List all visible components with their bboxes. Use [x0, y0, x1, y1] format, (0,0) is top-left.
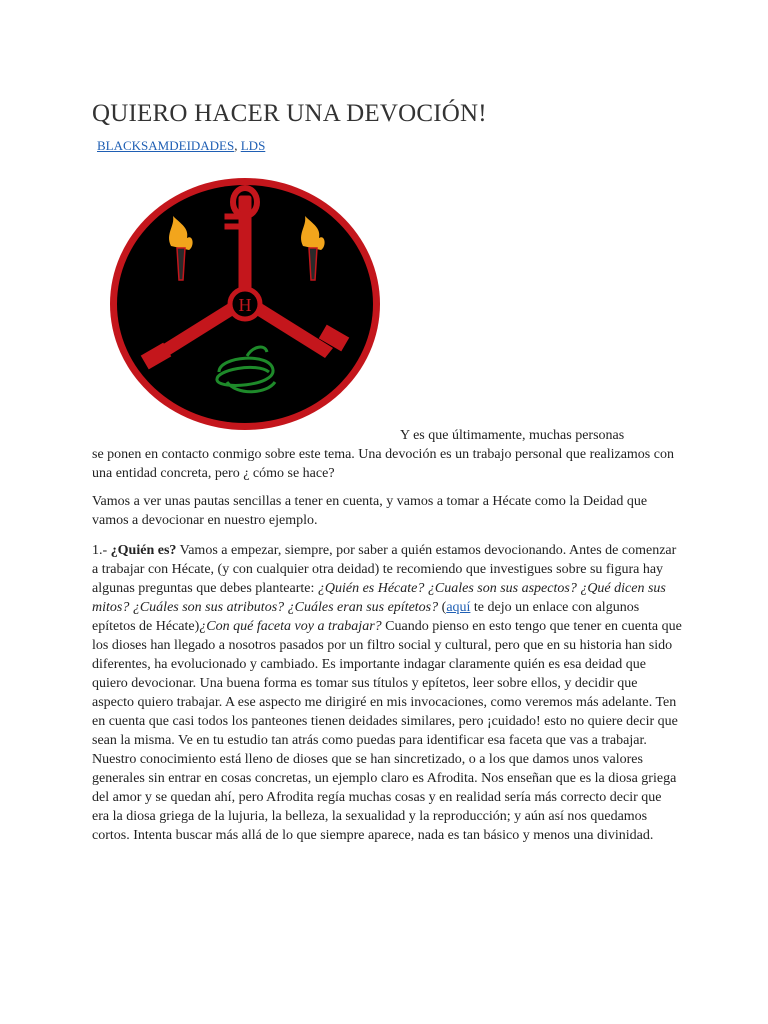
intro-rest: se ponen en contacto conmigo sobre este tema. Una devoción es un trabajo personal que realizamos con una entidad concreta, pero ¿ cómo se hace?: [92, 447, 674, 481]
intro-paragraph: [92, 426, 682, 483]
author-link-lds[interactable]: LDS: [240, 138, 266, 153]
paragraph-two: [92, 492, 682, 530]
author-link-blacksamdeidades[interactable]: BLACKSAMDEIDADES: [97, 138, 235, 153]
p3-italic-questions: ¿Quién es Hécate? ¿Cuales son sus aspectos? ¿Qué dicen sus mitos? ¿Cuáles son sus atributos? ¿Cuáles eran sus epítetos?: [92, 581, 666, 615]
p3-text-a: Vamos a empezar, siempre, por saber a quién estamos devocionando. Antes de comenzar a trabajar con Hécate, (y con cualquier otra deidad) te recomiendo que investigues sobre su figura hay algunas preguntas que debes plantearte:: [92, 543, 677, 596]
page-title: QUIERO HACER UNA DEVOCIÓN!: [92, 100, 487, 127]
p3-italic-facet: ¿Con qué faceta voy a trabajar?: [199, 619, 382, 634]
paragraph-three: [92, 541, 682, 845]
intro-first-line: Y es que últimamente, muchas personas: [400, 428, 625, 443]
section-heading: ¿Quién es?: [110, 543, 177, 558]
section-number: 1.-: [92, 543, 111, 558]
author-links: [97, 138, 265, 154]
p3-text-d: Cuando pienso en esto tengo que tener en cuenta que los dioses han llegado a nosotros pasados por un filtro social y cultural, pero que en su historia han sido diferentes, ha evolucionado y cambiado. Es importante indagar claramente quién es esa deidad que quiero devocionar. Una buena forma es tomar sus títulos y epítetos, leer sobre ellos, y decidir que aspecto quiero trabajar. A ese aspecto me dirigiré en mis invocaciones, como veremos más adelante. Ten en cuenta que casi todos los panteones tienen deidades similares, pero ¡cuidado! esto no quiere decir que sean la misma. Ve en tu estudio tan atrás como puedas para identificar esa faceta que vas a trabajar. Nuestro conocimiento está lleno de dioses que se han sincretizado, o a los que damos unos valores generales sin entrar en cosas concretas, un ejemplo claro es Afrodita. Nos enseñan que es la diosa griega del amor y se quedan ahí, pero Afrodita regía muchas cosas y en realidad sería más correcto decir que era la diosa griega de la lujuria, la belleza, la sexualidad y la reproducción; y aún así nos quedamos cortos. Intenta buscar más allá de lo que siempre aparece, nada es tan básico y menos una divinidad.: [92, 619, 682, 843]
author-separator: ,: [234, 138, 238, 153]
p3-text-b: (: [438, 600, 447, 615]
p3-text-c: te dejo un enlace con algunos epítetos de Hécate): [92, 600, 640, 634]
paragraph-three-text: [92, 541, 682, 845]
hecate-emblem-image: [107, 176, 383, 432]
paragraph-two-text: Vamos a ver unas pautas sencillas a tener en cuenta, y vamos a tomar a Hécate como la Deidad que vamos a devocionar en nuestro ejemplo.: [92, 494, 648, 528]
epithets-link[interactable]: aquí: [446, 600, 471, 615]
emblem-letter: H: [238, 295, 252, 315]
